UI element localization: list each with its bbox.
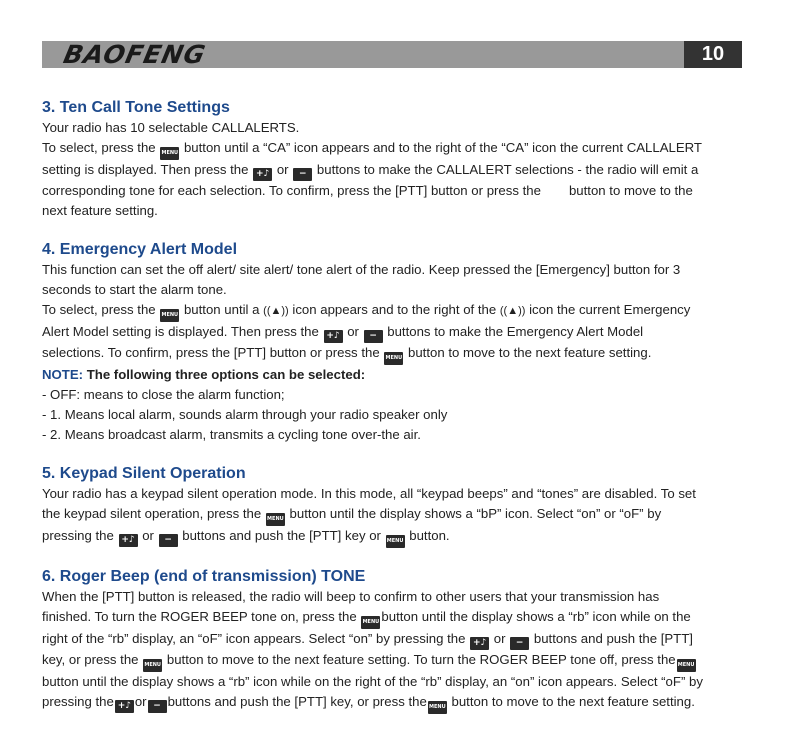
paragraph-line: To select, press the MENU button until a “CA” icon appears and to the right of the “CA” icon the current CALLALERT xyxy=(42,138,752,160)
paragraph-line: selections. To confirm, press the [PTT] button or press the MENU button to move to the next feature setting. xyxy=(42,343,752,365)
paragraph-line: seconds to start the alarm tone. xyxy=(42,282,227,297)
page-header xyxy=(42,41,742,68)
section-roger-beep xyxy=(42,567,752,714)
paragraph-line: the keypad silent operation, press the MENU button until the display shows a “bP” icon. Select “on” or “oF” by xyxy=(42,504,752,526)
baofeng-logo: BAOFENG xyxy=(60,40,209,69)
plus-button-icon: +♪ xyxy=(115,700,134,713)
section-title: 4. Emergency Alert Model xyxy=(42,241,238,258)
paragraph-line: Your radio has a keypad silent operation mode. In this mode, all “keypad beeps” and “tones” are disabled. To set xyxy=(42,486,696,501)
minus-button-icon: − xyxy=(148,700,167,713)
paragraph-line: corresponding tone for each selection. To confirm, press the [PTT] button or press the button to move to the xyxy=(42,183,693,198)
plus-button-icon: +♪ xyxy=(119,534,138,547)
option-item: - 2. Means broadcast alarm, transmits a cycling tone over-the air. xyxy=(42,427,421,442)
page-number: 10 xyxy=(684,41,742,68)
note-line xyxy=(42,365,752,385)
section-title: 3. Ten Call Tone Settings xyxy=(42,99,230,116)
emergency-alert-icon: ((▲)) xyxy=(263,305,289,317)
paragraph-line: right of the “rb” display, an “oF” icon appears. Select “on” by pressing the +♪ or − buttons and push the [PTT] xyxy=(42,631,693,648)
plus-button-icon: +♪ xyxy=(253,168,272,181)
menu-button-icon: MENU xyxy=(384,352,403,365)
plus-button-icon: +♪ xyxy=(470,637,489,650)
paragraph-line: When the [PTT] button is released, the radio will beep to confirm to other users that your transmission has xyxy=(42,589,660,604)
plus-button-icon: +♪ xyxy=(324,330,343,343)
minus-button-icon: − xyxy=(293,168,312,181)
paragraph-line: To select, press the MENU button until a ((▲)) icon appears and to the right of the ((▲)) icon the current Emergency xyxy=(42,300,752,322)
note-label: NOTE: xyxy=(42,367,84,382)
menu-button-icon: MENU xyxy=(266,513,285,526)
paragraph-line: Alert Model setting is displayed. Then press the +♪ or − buttons to make the Emergency Alert Model xyxy=(42,324,644,341)
paragraph-line: key, or press the MENU button to move to the next feature setting. To turn the ROGER BEEP tone off, press the MENU xyxy=(42,650,752,672)
menu-button-icon: MENU xyxy=(361,616,380,629)
paragraph-line: button until the display shows a “rb” icon while on the right of the “rb” display, an “on” icon appears. Select “oF” by xyxy=(42,674,703,689)
minus-button-icon: − xyxy=(510,637,529,650)
menu-button-icon: MENU xyxy=(677,659,696,672)
menu-button-icon: MENU xyxy=(386,535,405,548)
paragraph-line: pressing the +♪ or − buttons and push the [PTT] key, or press the MENU button to move to the next feature setting. xyxy=(42,692,752,714)
minus-button-icon: − xyxy=(159,534,178,547)
menu-button-icon: MENU xyxy=(143,659,162,672)
section-title: 5. Keypad Silent Operation xyxy=(42,465,246,482)
menu-button-icon: MENU xyxy=(160,309,179,322)
paragraph-line: next feature setting. xyxy=(42,203,158,218)
section-title: 6. Roger Beep (end of transmission) TONE xyxy=(42,568,366,585)
option-item: - 1. Means local alarm, sounds alarm through your radio speaker only xyxy=(42,407,448,422)
option-item: - OFF: means to close the alarm function; xyxy=(42,387,285,402)
section-emergency-alert xyxy=(42,240,752,445)
section-keypad-silent xyxy=(42,464,752,548)
paragraph-line: pressing the +♪ or − buttons and push the [PTT] key or MENU button. xyxy=(42,526,752,548)
menu-button-icon: MENU xyxy=(160,147,179,160)
section-ten-call-tone xyxy=(42,98,752,221)
paragraph-line: finished. To turn the ROGER BEEP tone on, press the MENU button until the display shows a “rb” icon while on the xyxy=(42,607,752,629)
minus-button-icon: − xyxy=(364,330,383,343)
paragraph-line: setting is displayed. Then press the +♪ or − buttons to make the CALLALERT selections - the radio will emit a xyxy=(42,162,699,179)
menu-button-icon: MENU xyxy=(428,701,447,714)
paragraph-line: This function can set the off alert/ site alert/ tone alert of the radio. Keep pressed the [Emergency] button for 3 xyxy=(42,262,681,277)
manual-content xyxy=(42,98,752,733)
paragraph-line: Your radio has 10 selectable CALLALERTS. xyxy=(42,120,300,135)
emergency-alert-icon: ((▲)) xyxy=(499,305,526,317)
note-text: The following three options can be selected: xyxy=(86,367,366,382)
